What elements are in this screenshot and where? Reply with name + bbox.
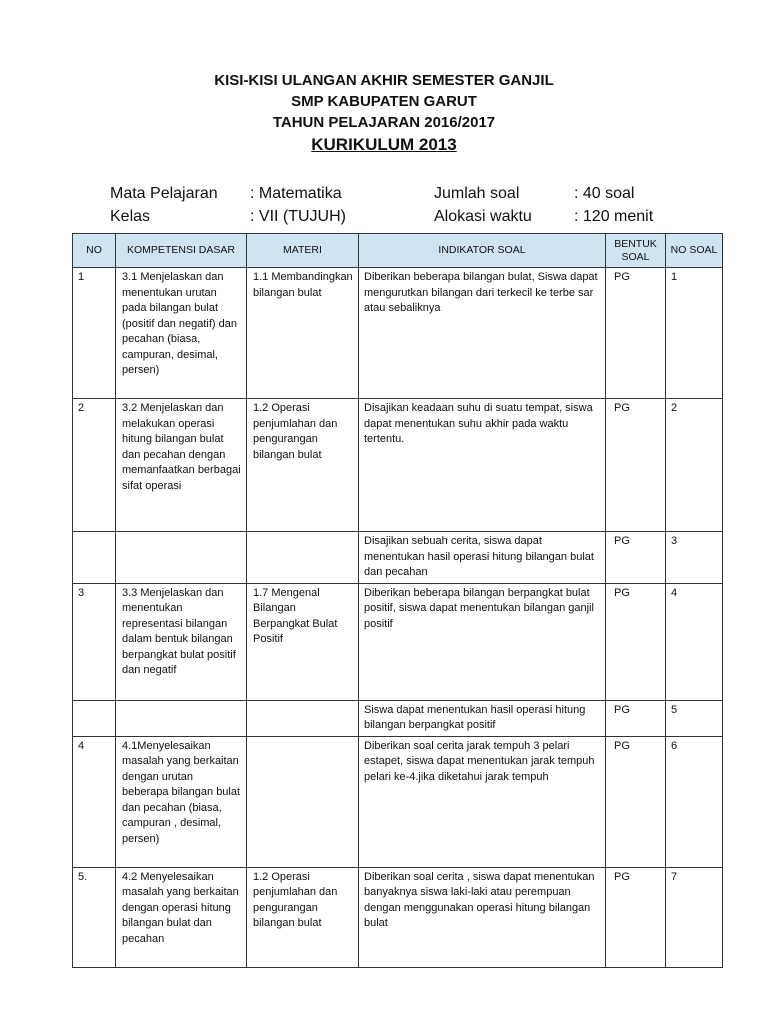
cell-no: 3 <box>73 583 116 700</box>
kisi-kisi-table <box>72 233 723 968</box>
jumlah-label: Jumlah soal <box>434 185 520 202</box>
cell-no <box>73 700 116 736</box>
cell-no-soal: 3 <box>666 532 723 584</box>
col-header-no-soal: NO SOAL <box>666 234 723 268</box>
title-kurikulum: KURIKULUM 2013 <box>311 135 457 154</box>
cell-no-soal: 7 <box>666 867 723 967</box>
cell-indikator: Disajikan keadaan suhu di suatu tempat, siswa dapat menentukan suhu akhir pada waktu tertentu. <box>359 399 606 532</box>
cell-bentuk: PG <box>606 736 666 867</box>
jumlah-value: : 40 soal <box>574 185 635 202</box>
col-header-no: NO <box>73 234 116 268</box>
cell-kd: 4.1Menyelesaikan masalah yang berkaitan dengan urutan beberapa bilangan bulat dan pecahan (biasa, campuran , desimal, persen) <box>116 736 247 867</box>
cell-kd <box>116 532 247 584</box>
cell-no-soal: 4 <box>666 583 723 700</box>
col-header-bentuk: BENTUK SOAL <box>606 234 666 268</box>
kelas-value: : VII (TUJUH) <box>250 208 346 225</box>
title-line-1: KISI-KISI ULANGAN AKHIR SEMESTER GANJIL <box>214 72 554 89</box>
title-line-2: SMP KABUPATEN GARUT <box>291 93 477 110</box>
alokasi-value: : 120 menit <box>574 208 654 225</box>
cell-bentuk: PG <box>606 268 666 399</box>
cell-bentuk: PG <box>606 399 666 532</box>
table-row <box>73 399 723 532</box>
alokasi-label: Alokasi waktu <box>434 208 532 225</box>
cell-no: 2 <box>73 399 116 532</box>
cell-bentuk: PG <box>606 532 666 584</box>
cell-kd: 4.2 Menyelesaikan masalah yang berkaitan dengan operasi hitung bilangan bulat dan pecahan <box>116 867 247 967</box>
table-row <box>73 700 723 736</box>
cell-bentuk: PG <box>606 700 666 736</box>
table-header-row <box>73 234 723 268</box>
cell-materi: 1.2 Operasi penjumlahan dan pengurangan bilangan bulat <box>247 867 359 967</box>
col-header-kd: KOMPETENSI DASAR <box>116 234 247 268</box>
cell-indikator: Diberikan beberapa bilangan berpangkat bulat positif, siswa dapat menentukan bilangan ganjil positif <box>359 583 606 700</box>
table-row <box>73 532 723 584</box>
cell-materi <box>247 736 359 867</box>
table-row <box>73 736 723 867</box>
exam-meta <box>110 182 684 228</box>
cell-no: 1 <box>73 268 116 399</box>
document-header <box>0 70 768 157</box>
cell-no: 5. <box>73 867 116 967</box>
table-row <box>73 583 723 700</box>
cell-no-soal: 5 <box>666 700 723 736</box>
cell-bentuk: PG <box>606 583 666 700</box>
meta-row-2 <box>110 205 684 228</box>
cell-indikator: Diberikan soal cerita , siswa dapat menentukan banyaknya siswa laki-laki atau perempuan dengan menggunakan operasi hitung bilangan bulat <box>359 867 606 967</box>
cell-kd <box>116 700 247 736</box>
cell-indikator: Diberikan soal cerita jarak tempuh 3 pelari estapet, siswa dapat menentukan jarak tempuh pelari ke-4.jika diketahui jarak tempuh <box>359 736 606 867</box>
kelas-label: Kelas <box>110 208 151 225</box>
col-header-materi: MATERI <box>247 234 359 268</box>
cell-kd: 3.3 Menjelaskan dan menentukan representasi bilangan dalam bentuk bilangan berpangkat bulat positif dan negatif <box>116 583 247 700</box>
mapel-value: : Matematika <box>250 185 342 202</box>
table-row <box>73 867 723 967</box>
cell-no-soal: 1 <box>666 268 723 399</box>
cell-no-soal: 6 <box>666 736 723 867</box>
cell-no <box>73 532 116 584</box>
cell-no-soal: 2 <box>666 399 723 532</box>
cell-indikator: Disajikan sebuah cerita, siswa dapat menentukan hasil operasi hitung bilangan bulat dan pecahan <box>359 532 606 584</box>
meta-row-1 <box>110 182 684 205</box>
mapel-label: Mata Pelajaran <box>110 185 218 202</box>
cell-kd: 3.2 Menjelaskan dan melakukan operasi hitung bilangan bulat dan pecahan dengan memanfaatkan berbagai sifat operasi <box>116 399 247 532</box>
cell-materi <box>247 700 359 736</box>
cell-kd: 3.1 Menjelaskan dan menentukan urutan pada bilangan bulat (positif dan negatif) dan pecahan (biasa, campuran, desimal, persen) <box>116 268 247 399</box>
col-header-indikator: INDIKATOR SOAL <box>359 234 606 268</box>
cell-no: 4 <box>73 736 116 867</box>
cell-indikator: Siswa dapat menentukan hasil operasi hitung bilangan berpangkat positif <box>359 700 606 736</box>
cell-indikator: Diberikan beberapa bilangan bulat, Siswa dapat mengurutkan bilangan dari terkecil ke terbe sar atau sebaliknya <box>359 268 606 399</box>
cell-materi: 1.7 Mengenal Bilangan Berpangkat Bulat Positif <box>247 583 359 700</box>
title-line-3: TAHUN PELAJARAN 2016/2017 <box>272 114 496 131</box>
table-row <box>73 268 723 399</box>
cell-materi: 1.1 Membandingkan bilangan bulat <box>247 268 359 399</box>
cell-materi <box>247 532 359 584</box>
cell-materi: 1.2 Operasi penjumlahan dan pengurangan bilangan bulat <box>247 399 359 532</box>
cell-bentuk: PG <box>606 867 666 967</box>
